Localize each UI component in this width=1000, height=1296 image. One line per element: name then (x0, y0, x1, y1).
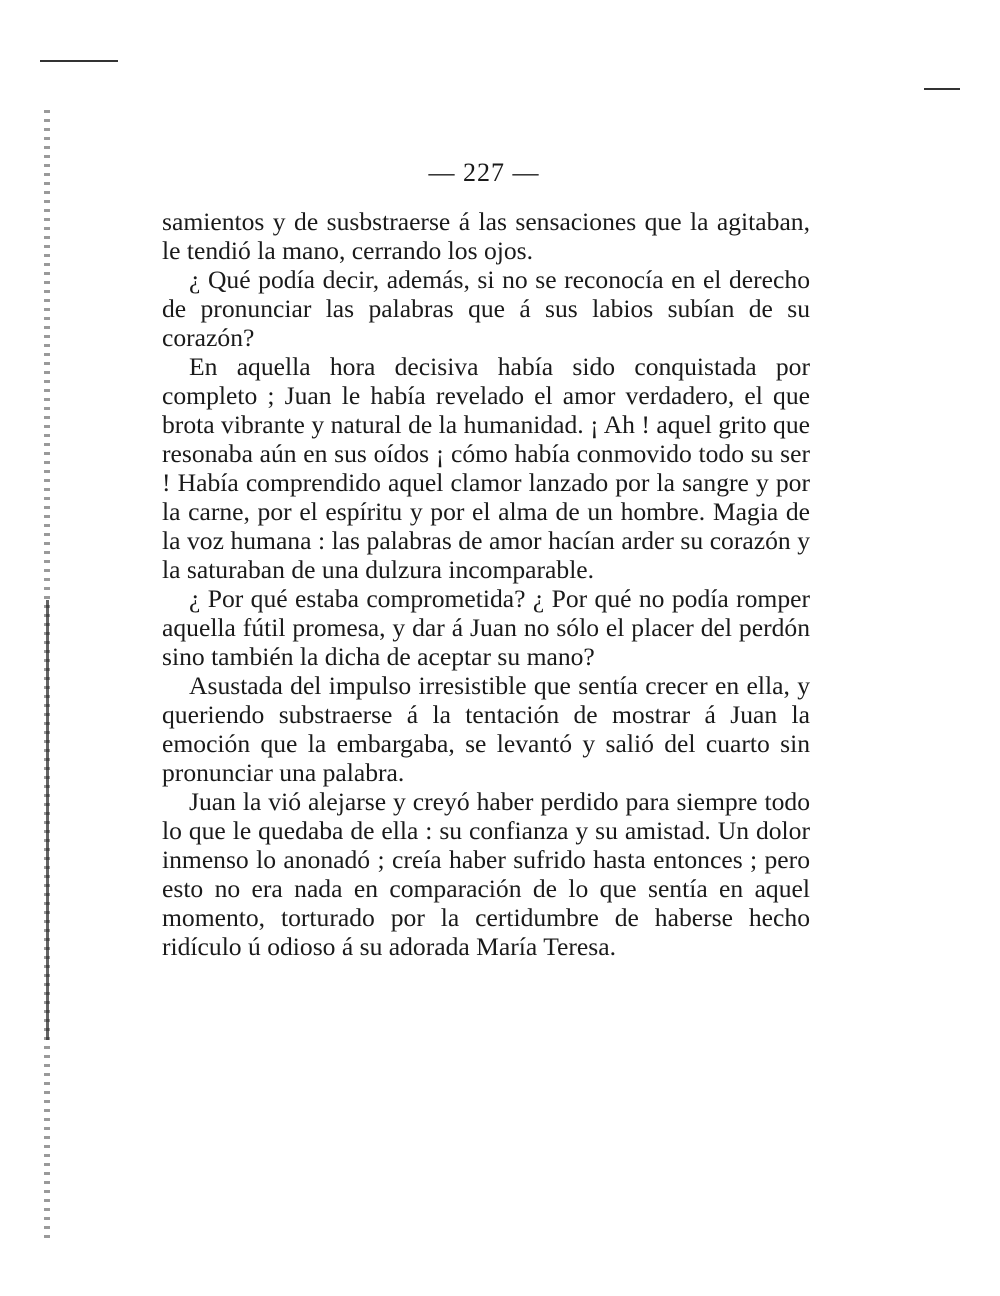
paragraph-5: Asustada del impulso irresistible que sentía crecer en ella, y queriendo substraerse á la tentación de mostrar á Juan la emoción que la embargaba, se levantó y salió del cuarto sin pronunciar una palabra. (162, 671, 810, 787)
paragraph-4: ¿ Por qué estaba comprometida? ¿ Por qué no podía romper aquella fútil promesa, y dar á Juan no sólo el placer del perdón sino también la dicha de aceptar su mano? (162, 584, 810, 671)
paragraph-2: ¿ Qué podía decir, además, si no se reconocía en el derecho de pronunciar las palabras que á sus labios subían de su corazón? (162, 265, 810, 352)
paragraph-3: En aquella hora decisiva había sido conquistada por completo ; Juan le había revelado el amor verdadero, el que brota vibrante y natural de la humanidad. ¡ Ah ! aquel grito que resonaba aún en sus oídos ¡ cómo había conmovido todo su ser ! Había comprendido aquel clamor lanzado por la sangre y por la carne, por el espíritu y por el alma de un hombre. Magia de la voz humana : las palabras de amor hacían arder su corazón y la saturaban de una dulzura incomparable. (162, 352, 810, 584)
body-text (162, 207, 810, 961)
page-number: — 227 — (428, 158, 540, 187)
scan-margin-rule-top-right (924, 88, 960, 90)
scan-margin-rule-top-left (40, 60, 118, 62)
paragraph-6: Juan la vió alejarse y creyó haber perdido para siempre todo lo que le quedaba de ella : su confianza y su amistad. Un dolor inmenso lo anonadó ; creía haber sufrido hasta entonces ; pero esto no era nada en comparación de lo que sentía en aquel momento, torturado por la certidumbre de haberse hecho ridículo ú odioso á su adorada María Teresa. (162, 787, 810, 961)
scan-binding-edge-dark (46, 600, 49, 1040)
paragraph-1: samientos y de susbstraerse á las sensaciones que la agitaban, le tendió la mano, cerrando los ojos. (162, 207, 810, 265)
